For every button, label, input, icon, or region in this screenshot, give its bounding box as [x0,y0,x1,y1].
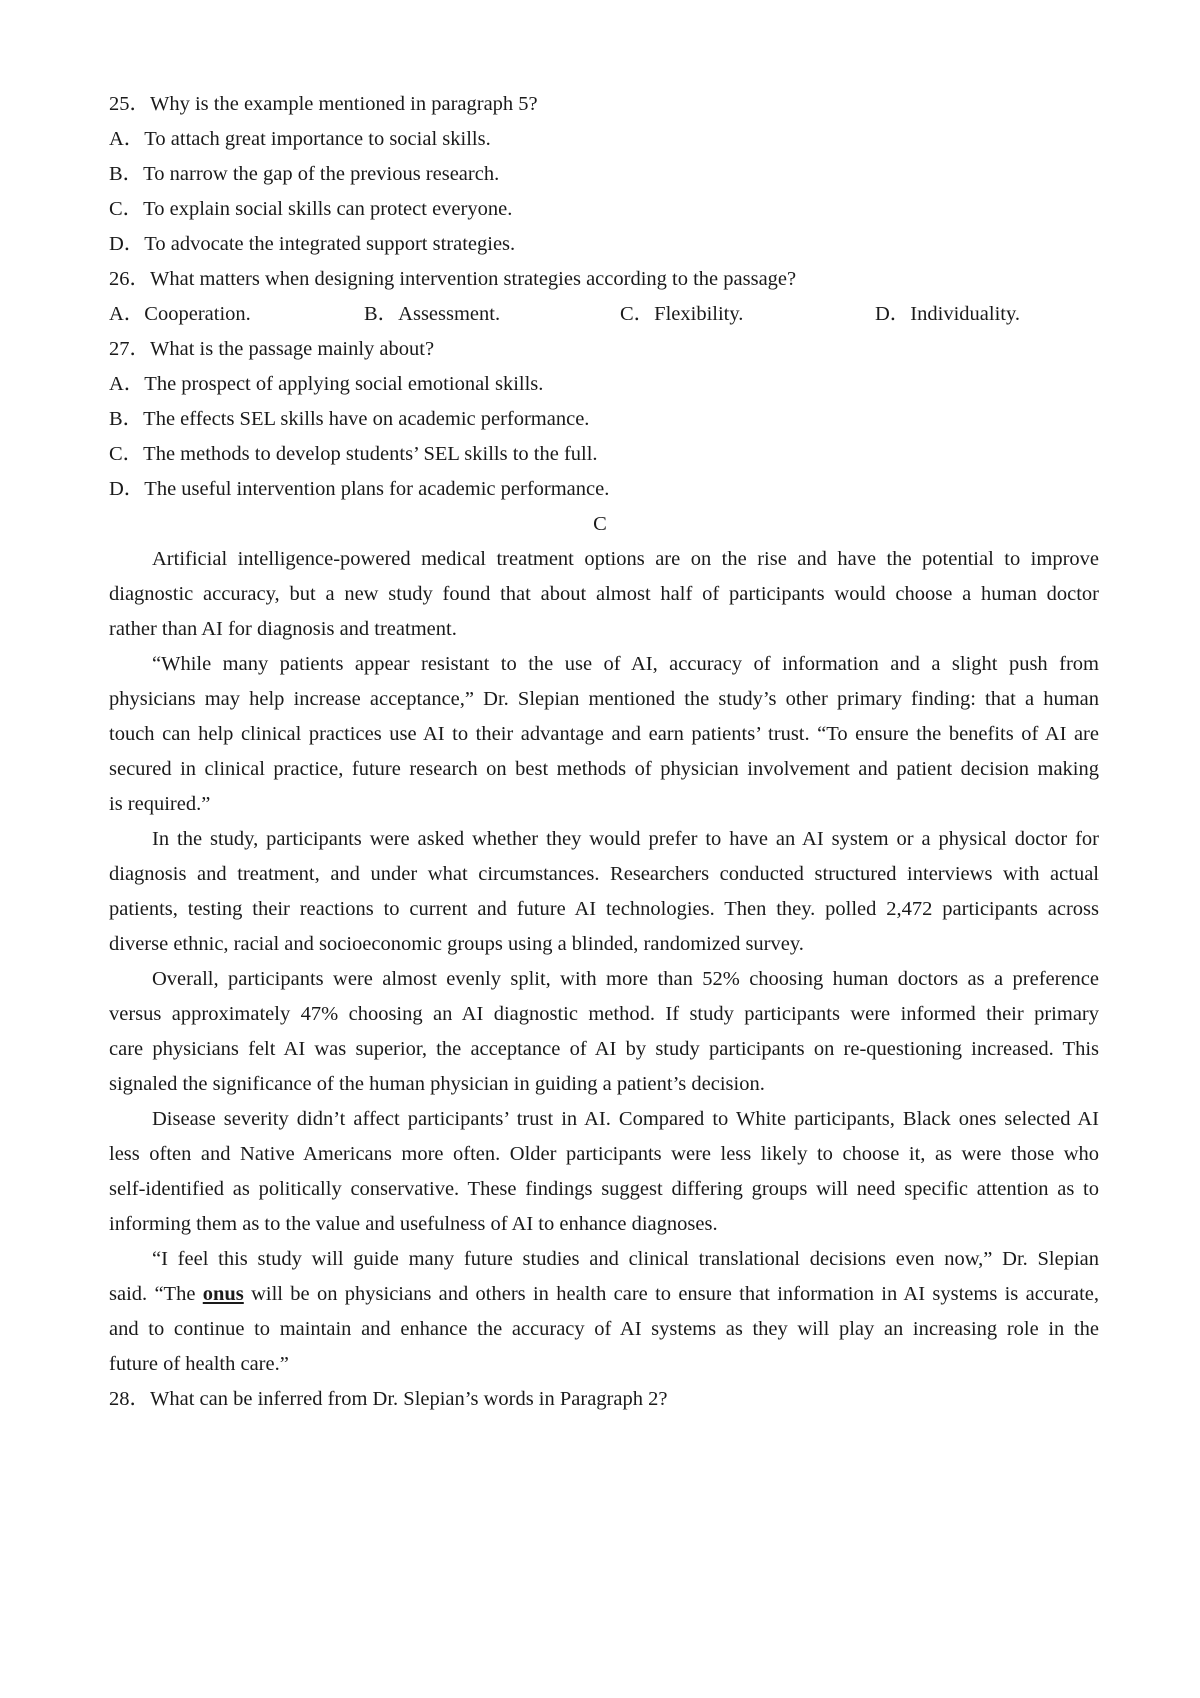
passage-p6-line4: future of health care.” [109,1353,289,1375]
passage-p4-line1: Overall, participants were almost evenly split, with more than 52% choosing human doctors as a preference [152,968,1099,990]
passage-p5-line2: less often and Native Americans more often. Older participants were less likely to choose it, as were those who [109,1143,1099,1165]
passage-p3-line1: In the study, participants were asked whether they would prefer to have an AI system or a physical doctor for [152,828,1099,850]
passage-p4-line2: versus approximately 47% choosing an AI diagnostic method. If study participants were informed their primary [109,1003,1099,1025]
question-27-option-d: D．The useful intervention plans for academic performance. [109,478,610,500]
passage-p5-line3: self-identified as politically conservative. These findings suggest differing groups will need specific attention as to [109,1178,1099,1200]
passage-p2-line3: touch can help clinical practices use AI to their advantage and earn patients’ trust. “To ensure the benefits of AI are [109,723,1099,745]
question-25-stem: 25．Why is the example mentioned in paragraph 5? [109,93,538,115]
passage-p5-line1: Disease severity didn’t affect participants’ trust in AI. Compared to White participants, Black ones selected AI [152,1108,1099,1130]
passage-p6-line2 [109,1282,1099,1306]
passage-p6-line2-start: said. “The [109,1283,203,1305]
passage-p6-line3: and to continue to maintain and enhance the accuracy of AI systems as they will play an increasing role in the [109,1318,1099,1340]
passage-p3-line4: diverse ethnic, racial and socioeconomic groups using a blinded, randomized survey. [109,933,804,955]
passage-p1-line1: Artificial intelligence-powered medical treatment options are on the rise and have the potential to improve [152,548,1099,570]
passage-p5-line4: informing them as to the value and usefulness of AI to enhance diagnoses. [109,1213,718,1235]
passage-p4-line4: signaled the significance of the human physician in guiding a patient’s decision. [109,1073,765,1095]
passage-p1-line2: diagnostic accuracy, but a new study found that about almost half of participants would choose a human doctor [109,583,1099,605]
question-26-option-d: D．Individuality. [875,303,1021,325]
question-26-option-a: A．Cooperation. [109,303,251,325]
question-27-option-b: B．The effects SEL skills have on academic performance. [109,408,590,430]
passage-p2-line5: is required.” [109,793,211,815]
passage-p3-line3: patients, testing their reactions to current and future AI technologies. Then they. polled 2,472 participants across [109,898,1099,920]
passage-p6-line2-end: will be on physicians and others in health care to ensure that information in AI systems is accurate, [243,1283,1099,1305]
passage-p3-line2: diagnosis and treatment, and under what circumstances. Researchers conducted structured interviews with actual [109,863,1099,885]
question-25-option-a: A．To attach great importance to social skills. [109,128,491,150]
question-27-stem: 27．What is the passage mainly about? [109,338,435,360]
question-26-stem: 26．What matters when designing intervention strategies according to the passage? [109,268,797,290]
question-25-option-c: C．To explain social skills can protect everyone. [109,198,513,220]
passage-p2-line2: physicians may help increase acceptance,” Dr. Slepian mentioned the study’s other primary finding: that a human [109,688,1099,710]
passage-p1-line3: rather than AI for diagnosis and treatment. [109,618,457,640]
passage-p2-line4: secured in clinical practice, future research on best methods of physician involvement and patient decision making [109,758,1099,780]
question-28-stem: 28．What can be inferred from Dr. Slepian’s words in Paragraph 2? [109,1388,668,1410]
passage-p6-line1: “I feel this study will guide many future studies and clinical translational decisions even now,” Dr. Slepian [152,1248,1099,1270]
question-26-option-c: C．Flexibility. [620,303,744,325]
passage-p2-line1: “While many patients appear resistant to the use of AI, accuracy of information and a slight push from [152,653,1099,675]
question-27-option-c: C．The methods to develop students’ SEL skills to the full. [109,443,598,465]
question-27-option-a: A．The prospect of applying social emotional skills. [109,373,544,395]
question-26-option-b: B．Assessment. [364,303,501,325]
question-25-option-d: D．To advocate the integrated support strategies. [109,233,516,255]
underlined-word-onus: onus [202,1283,244,1305]
section-heading: C [593,513,607,535]
passage-p4-line3: care physicians felt AI was superior, the acceptance of AI by study participants on re-questioning increased. This [109,1038,1099,1060]
question-25-option-b: B．To narrow the gap of the previous research. [109,163,500,185]
